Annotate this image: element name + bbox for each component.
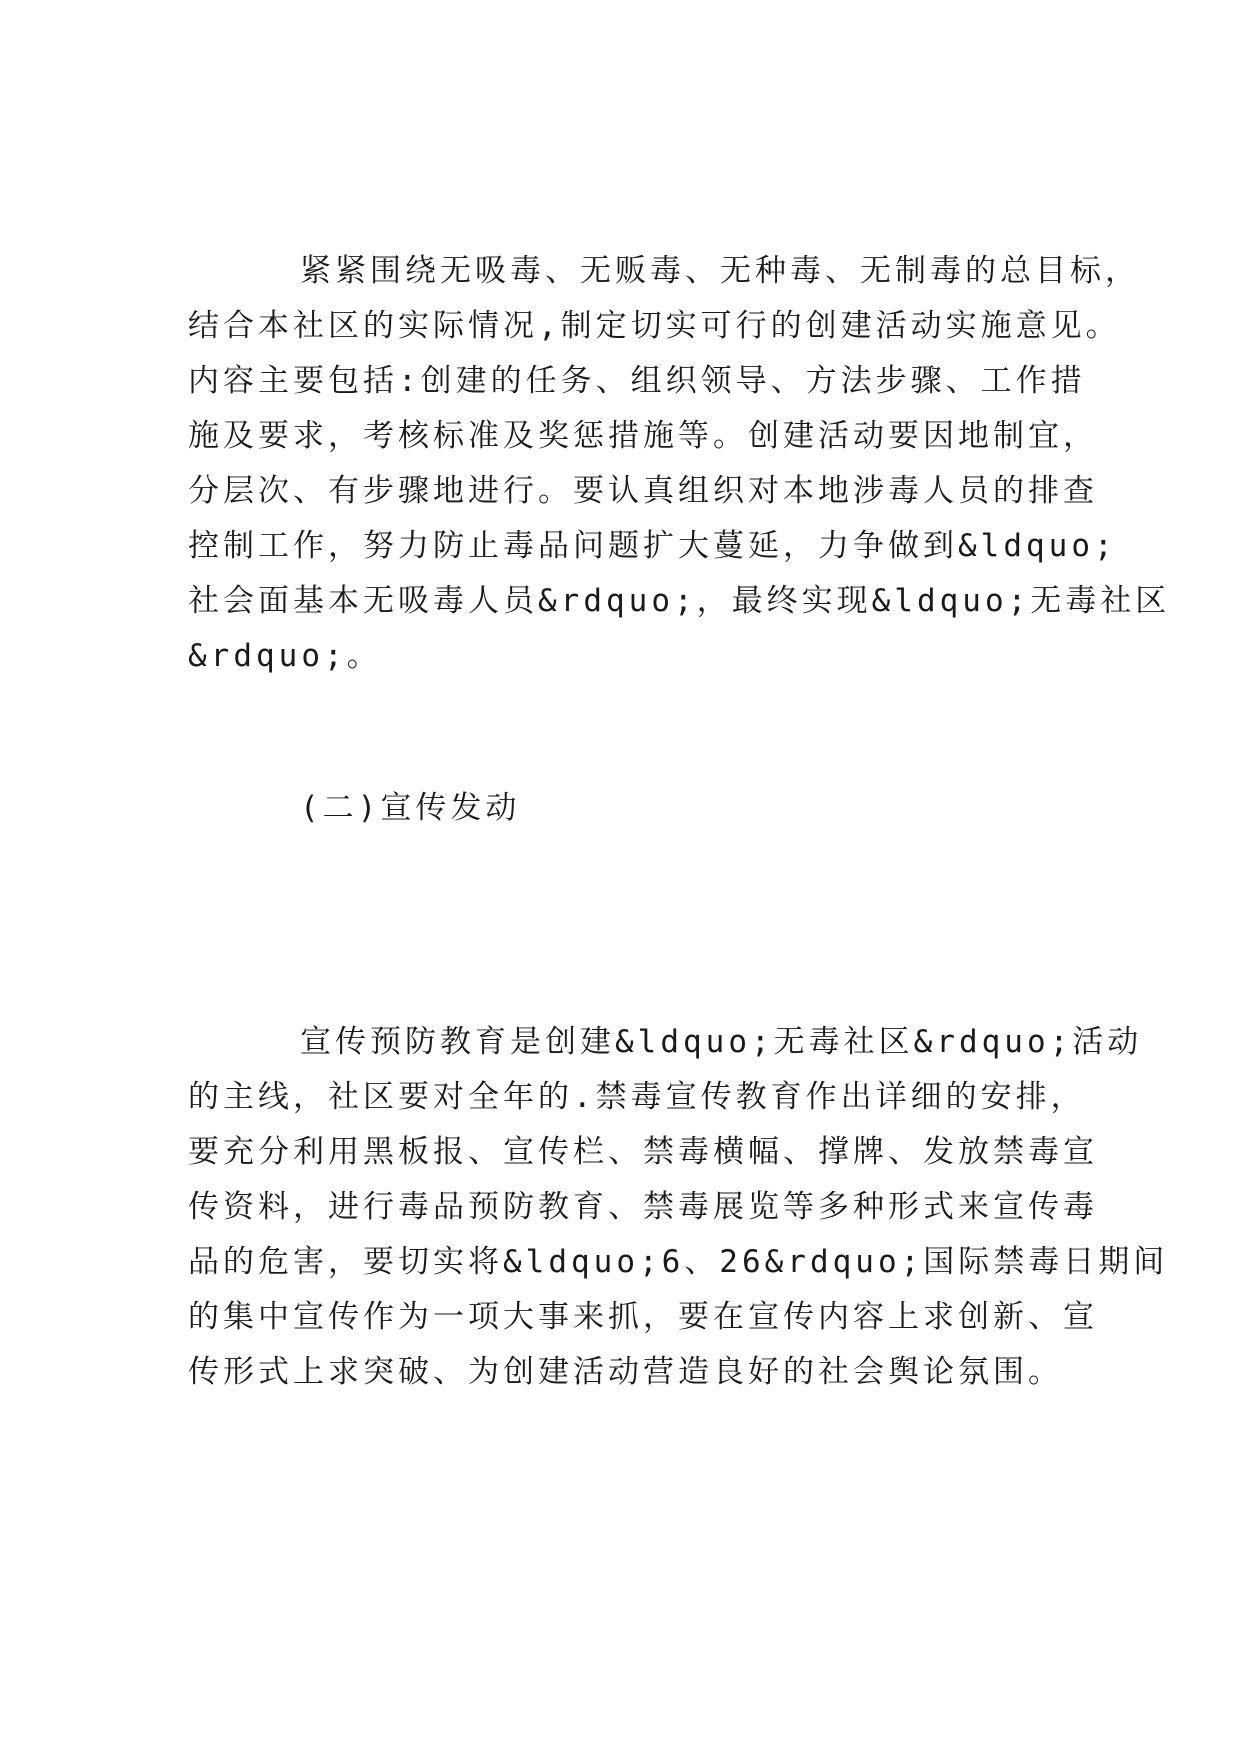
paragraph-line: 结合本社区的实际情况,制定切实可行的创建活动实施意见。 <box>188 308 1121 344</box>
paragraph-line: 分层次、有步骤地进行。要认真组织对本地涉毒人员的排查 <box>188 473 1098 509</box>
paragraph-line: 品的危害，要切实将&ldquo;6、26&rdquo;国际禁毒日期间 <box>188 1244 1169 1280</box>
paragraph-line: 的主线，社区要对全年的.禁毒宣传教育作出详细的安排， <box>188 1079 1086 1115</box>
paragraph-line: 社会面基本无吸毒人员&rdquo;，最终实现&ldquo;无毒社区 <box>188 583 1171 619</box>
section-heading: (二)宣传发动 <box>300 790 521 826</box>
paragraph-line: 要充分利用黑板报、宣传栏、禁毒横幅、撑牌、发放禁毒宣 <box>188 1134 1098 1170</box>
paragraph-line: 传形式上求突破、为创建活动营造良好的社会舆论氛围。 <box>188 1354 1063 1390</box>
paragraph-line: 紧紧围绕无吸毒、无贩毒、无种毒、无制毒的总目标， <box>300 253 1140 289</box>
paragraph-line: 内容主要包括:创建的任务、组织领导、方法步骤、工作措 <box>188 363 1086 399</box>
paragraph-line: 控制工作，努力防止毒品问题扩大蔓延，力争做到&ldquo; <box>188 528 1117 564</box>
paragraph-line: &rdquo;。 <box>188 638 382 674</box>
paragraph-line: 宣传预防教育是创建&ldquo;无毒社区&rdquo;活动 <box>300 1024 1143 1060</box>
paragraph-line: 施及要求，考核标准及奖惩措施等。创建活动要因地制宜， <box>188 418 1098 454</box>
paragraph-line: 传资料，进行毒品预防教育、禁毒展览等多种形式来宣传毒 <box>188 1189 1098 1225</box>
paragraph-line: 的集中宣传作为一项大事来抓，要在宣传内容上求创新、宣 <box>188 1299 1098 1335</box>
